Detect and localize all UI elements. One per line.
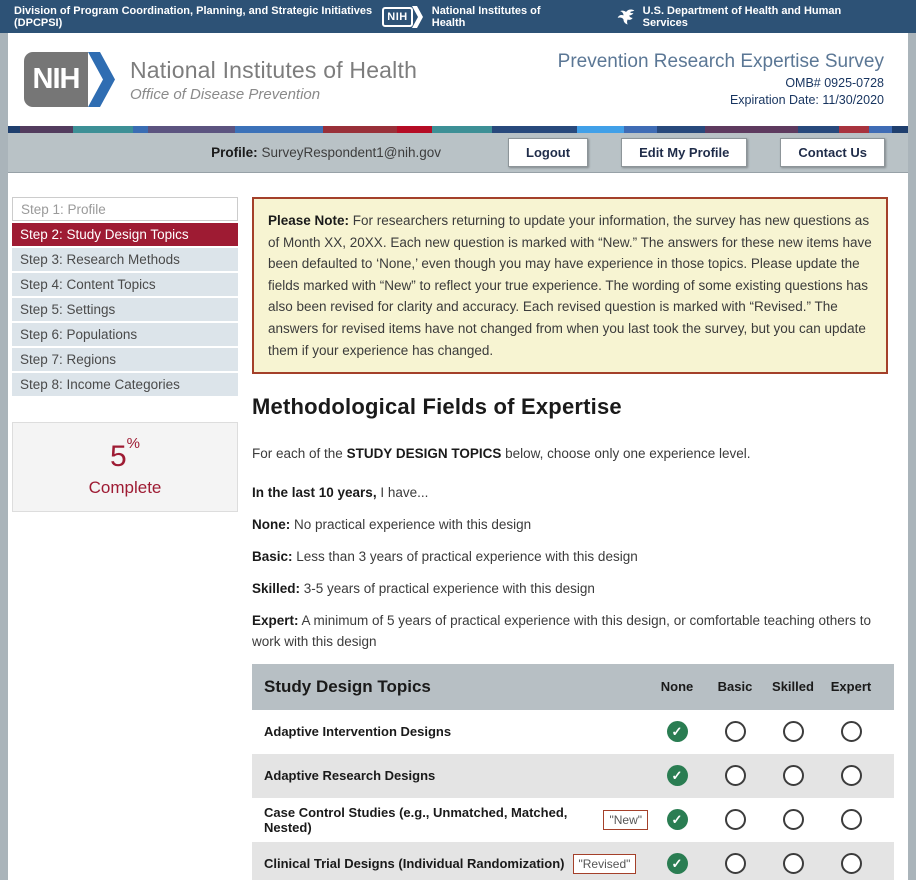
table-title: Study Design Topics	[264, 676, 431, 696]
radio-basic[interactable]	[725, 853, 746, 874]
sidebar-step-8[interactable]: Step 8: Income Categories	[12, 373, 238, 396]
radio-expert[interactable]	[841, 853, 862, 874]
main-panel	[252, 197, 908, 880]
radio-skilled[interactable]	[783, 721, 804, 742]
radio-expert[interactable]	[841, 721, 862, 742]
note-label: Please Note:	[268, 213, 350, 228]
nih-logo-chevron-icon	[88, 52, 116, 107]
survey-title: Prevention Research Expertise Survey	[557, 50, 884, 72]
radio-basic[interactable]	[725, 721, 746, 742]
sidebar-step-3[interactable]: Step 3: Research Methods	[12, 248, 238, 271]
radio-expert[interactable]	[841, 765, 862, 786]
profile-identity	[211, 145, 441, 160]
radio-none-selected[interactable]: ✓	[667, 721, 688, 742]
stripe-segment	[133, 126, 148, 133]
stripe-segment	[839, 126, 869, 133]
profile-email: SurveyRespondent1@nih.gov	[261, 145, 442, 160]
office-name: Office of Disease Prevention	[130, 85, 321, 103]
stripe-segment	[577, 126, 624, 133]
stripe-segment	[657, 126, 704, 133]
site-header	[8, 33, 908, 126]
radio-none-selected[interactable]: ✓	[667, 809, 688, 830]
profile-label: Profile:	[211, 145, 258, 160]
intro-line: For each of the STUDY DESIGN TOPICS below, choose only one experience level.	[252, 446, 751, 462]
instruction-line: None: No practical experience with this design	[252, 517, 532, 533]
stripe-segment	[323, 126, 396, 133]
column-header-expert: Expert	[830, 679, 872, 695]
nih-logo-text: NIH	[24, 52, 88, 107]
study-design-table	[252, 664, 894, 880]
revised-tag: "Revised"	[573, 854, 637, 874]
radio-skilled[interactable]	[783, 809, 804, 830]
gov-top-bar	[0, 0, 916, 33]
table-header-row	[252, 664, 894, 710]
radio-skilled[interactable]	[783, 765, 804, 786]
expiration-date: Expiration Date: 11/30/2020	[729, 92, 884, 107]
table-row	[252, 798, 894, 842]
sidebar-step-4[interactable]: Step 4: Content Topics	[12, 273, 238, 296]
progress-box	[12, 422, 238, 512]
sidebar-step-1[interactable]: Step 1: Profile	[12, 198, 238, 221]
progress-percent: 5%	[109, 435, 141, 473]
instruction-line: In the last 10 years, I have...	[252, 485, 429, 501]
section-heading: Methodological Fields of Expertise	[252, 394, 622, 420]
column-header-none: None	[660, 679, 694, 695]
profile-bar	[8, 133, 908, 173]
page-container	[8, 33, 908, 880]
nih-mini-chevron-icon	[412, 6, 424, 28]
stripe-segment	[20, 126, 73, 133]
stripe-segment	[624, 126, 657, 133]
stripe-segment	[432, 126, 492, 133]
nih-mini-logo-text: NIH	[382, 7, 412, 27]
decorative-color-stripe	[8, 126, 908, 133]
hhs-eagle-icon	[616, 7, 636, 27]
instruction-line: Expert: A minimum of 5 years of practical experience with this design, or comfortable teaching others to work with this design	[252, 612, 872, 649]
new-tag: "New"	[603, 810, 648, 830]
hhs-topbar-group[interactable]	[616, 5, 862, 29]
stripe-segment	[705, 126, 799, 133]
sidebar-step-2[interactable]: Step 2: Study Design Topics	[12, 223, 238, 246]
stripe-segment	[798, 126, 838, 133]
radio-basic[interactable]	[725, 765, 746, 786]
contact-us-button[interactable]: Contact Us	[780, 138, 885, 167]
nih-logo-icon	[24, 52, 116, 107]
nih-mini-logo-icon	[382, 6, 423, 28]
omb-number: OMB# 0925-0728	[785, 75, 884, 90]
instruction-line: Skilled: 3-5 years of practical experience with this design	[252, 580, 595, 596]
column-header-basic: Basic	[717, 679, 753, 695]
row-label: Case Control Studies (e.g., Unmatched, Matched, Nested) "New"	[264, 805, 648, 835]
please-note-box	[252, 197, 888, 374]
note-text: For researchers returning to update your information, the survey has new questions as of Month XX, 20XX. Each new question is marked with “New.” The answers for these new items have been defaulted to ‘None,’ even though you may have experience in those topics. Please update the fields marked with “New” to reflect your true experience. The wording of some existing questions has also been revised for clarity and accuracy. Each revised question is marked with “Revised.” The answers for revised items have not changed from when you last took the survey, but you can update them if your experience has changed.	[268, 213, 872, 358]
stripe-segment	[73, 126, 132, 133]
nih-topbar-label: National Institutes of Health	[431, 4, 541, 29]
radio-none-selected[interactable]: ✓	[667, 765, 688, 786]
sidebar-step-5[interactable]: Step 5: Settings	[12, 298, 238, 321]
radio-skilled[interactable]	[783, 853, 804, 874]
stripe-segment	[492, 126, 577, 133]
stripe-segment	[8, 126, 20, 133]
table-row	[252, 842, 894, 880]
step-sidebar	[12, 197, 238, 880]
edit-profile-button[interactable]: Edit My Profile	[621, 138, 747, 167]
stripe-segment	[148, 126, 235, 133]
row-label: Adaptive Intervention Designs	[264, 724, 452, 740]
stripe-segment	[869, 126, 892, 133]
org-name: National Institutes of Health	[130, 56, 418, 83]
stripe-segment	[397, 126, 432, 133]
radio-expert[interactable]	[841, 809, 862, 830]
sidebar-step-6[interactable]: Step 6: Populations	[12, 323, 238, 346]
experience-level-definitions	[252, 483, 898, 653]
radio-basic[interactable]	[725, 809, 746, 830]
row-label: Adaptive Research Designs	[264, 768, 436, 784]
hhs-topbar-label: U.S. Department of Health and Human Services	[642, 4, 842, 29]
sidebar-step-7[interactable]: Step 7: Regions	[12, 348, 238, 371]
dpcpsi-label: Division of Program Coordination, Planning, and Strategic Initiatives (DPCPSI)	[14, 4, 373, 29]
column-header-skilled: Skilled	[772, 679, 814, 695]
instruction-line: Basic: Less than 3 years of practical experience with this design	[252, 549, 638, 564]
radio-none-selected[interactable]: ✓	[667, 853, 688, 874]
progress-label: Complete	[88, 478, 162, 497]
nih-topbar-group[interactable]	[382, 5, 557, 29]
row-label: Clinical Trial Designs (Individual Randomization) "Revised"	[264, 854, 648, 874]
logout-button[interactable]: Logout	[508, 138, 588, 167]
table-row	[252, 754, 894, 798]
table-row	[252, 710, 894, 754]
stripe-segment	[892, 126, 908, 133]
stripe-segment	[235, 126, 324, 133]
